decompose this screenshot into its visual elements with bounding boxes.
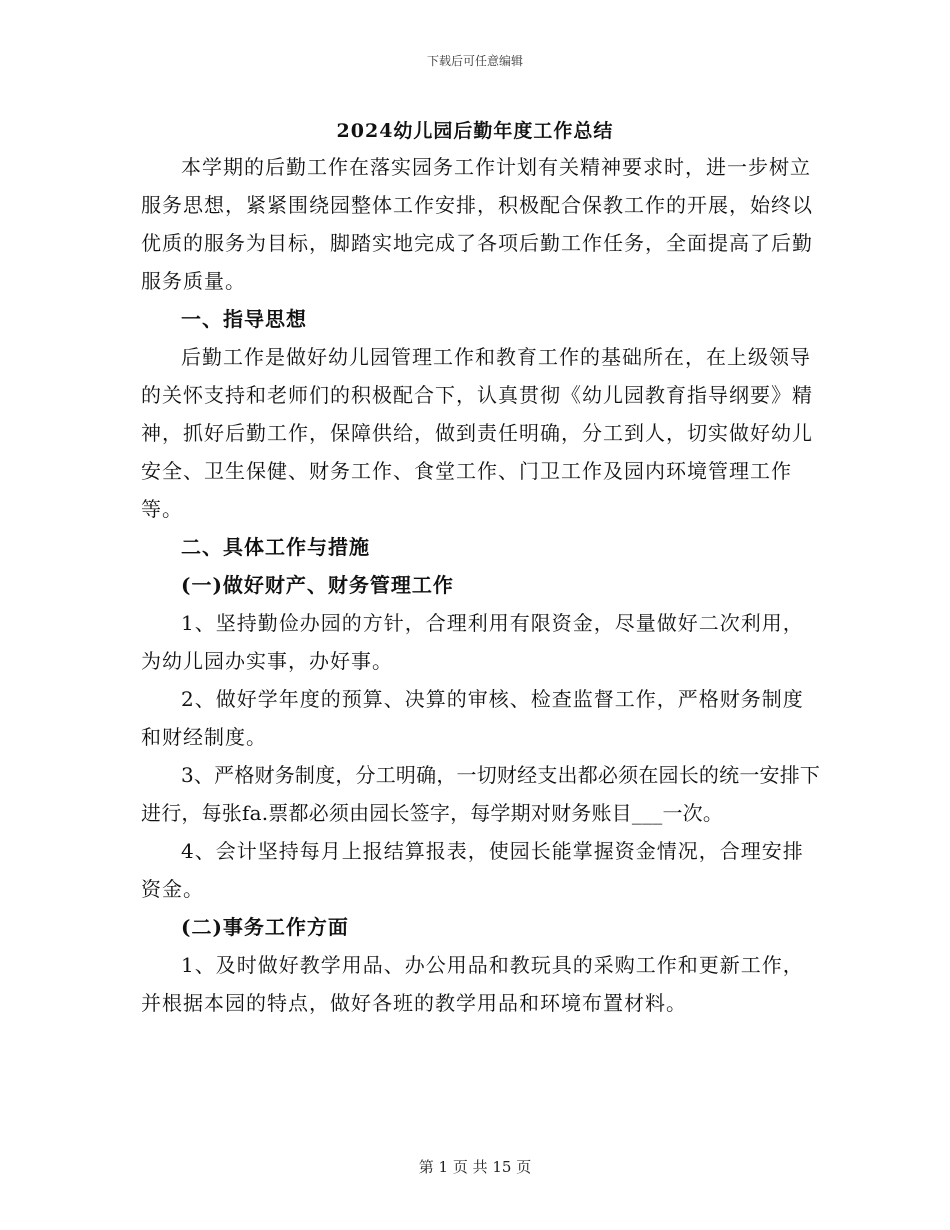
paragraph-intro: 本学期的后勤工作在落实园务工作计划有关精神要求时，进一步树立服务思想，紧紧围绕园整体工作安排，积极配合保教工作的开展，始终以优质的服务为目标，脚踏实地完成了各项后勤工作任务，全面提高了后勤服务质量。 [141,155,813,293]
section-heading-work-measures: 二、具体工作与措施 [181,535,370,559]
paragraph-finance-4: 4、会计坚持每月上报结算报表，使园长能掌握资金情况，合理安排资金。 [141,839,804,901]
paragraph-finance-1: 1、坚持勤俭办园的方针，合理利用有限资金，尽量做好二次利用，为幼儿园办实事，办好事。 [141,611,804,673]
paragraph-finance-2: 2、做好学年度的预算、决算的审核、检查监督工作，严格财务制度和财经制度。 [141,687,804,749]
paragraph-guiding-ideas: 后勤工作是做好幼儿园管理工作和教育工作的基础所在，在上级领导的关怀支持和老师们的积极配合下，认真贯彻《幼儿园教育指导纲要》精神，抓好后勤工作，保障供给，做到责任明确，分工到人，切实做好幼儿安全、卫生保健、财务工作、食堂工作、门卫工作及园内环境管理工作等。 [141,345,813,521]
page-number: 第 1 页 共 15 页 [418,1158,532,1176]
section-heading-guiding-ideas: 一、指导思想 [181,307,307,331]
header-note: 下载后可任意编辑 [426,54,523,68]
subsection-heading-affairs: (二)事务工作方面 [181,915,349,939]
document-body [141,148,821,1022]
paragraph-finance-3: 3、严格财务制度，分工明确，一切财经支出都必须在园长的统一安排下进行，每张fa.票都必须由园长签字，每学期对财务账目___一次。 [141,763,821,825]
document-title: 2024幼儿园后勤年度工作总结 [336,120,614,142]
subsection-heading-finance: (一)做好财产、财务管理工作 [181,573,454,597]
paragraph-affairs-1: 1、及时做好教学用品、办公用品和教玩具的采购工作和更新工作，并根据本园的特点，做好各班的教学用品和环境布置材料。 [141,953,804,1015]
